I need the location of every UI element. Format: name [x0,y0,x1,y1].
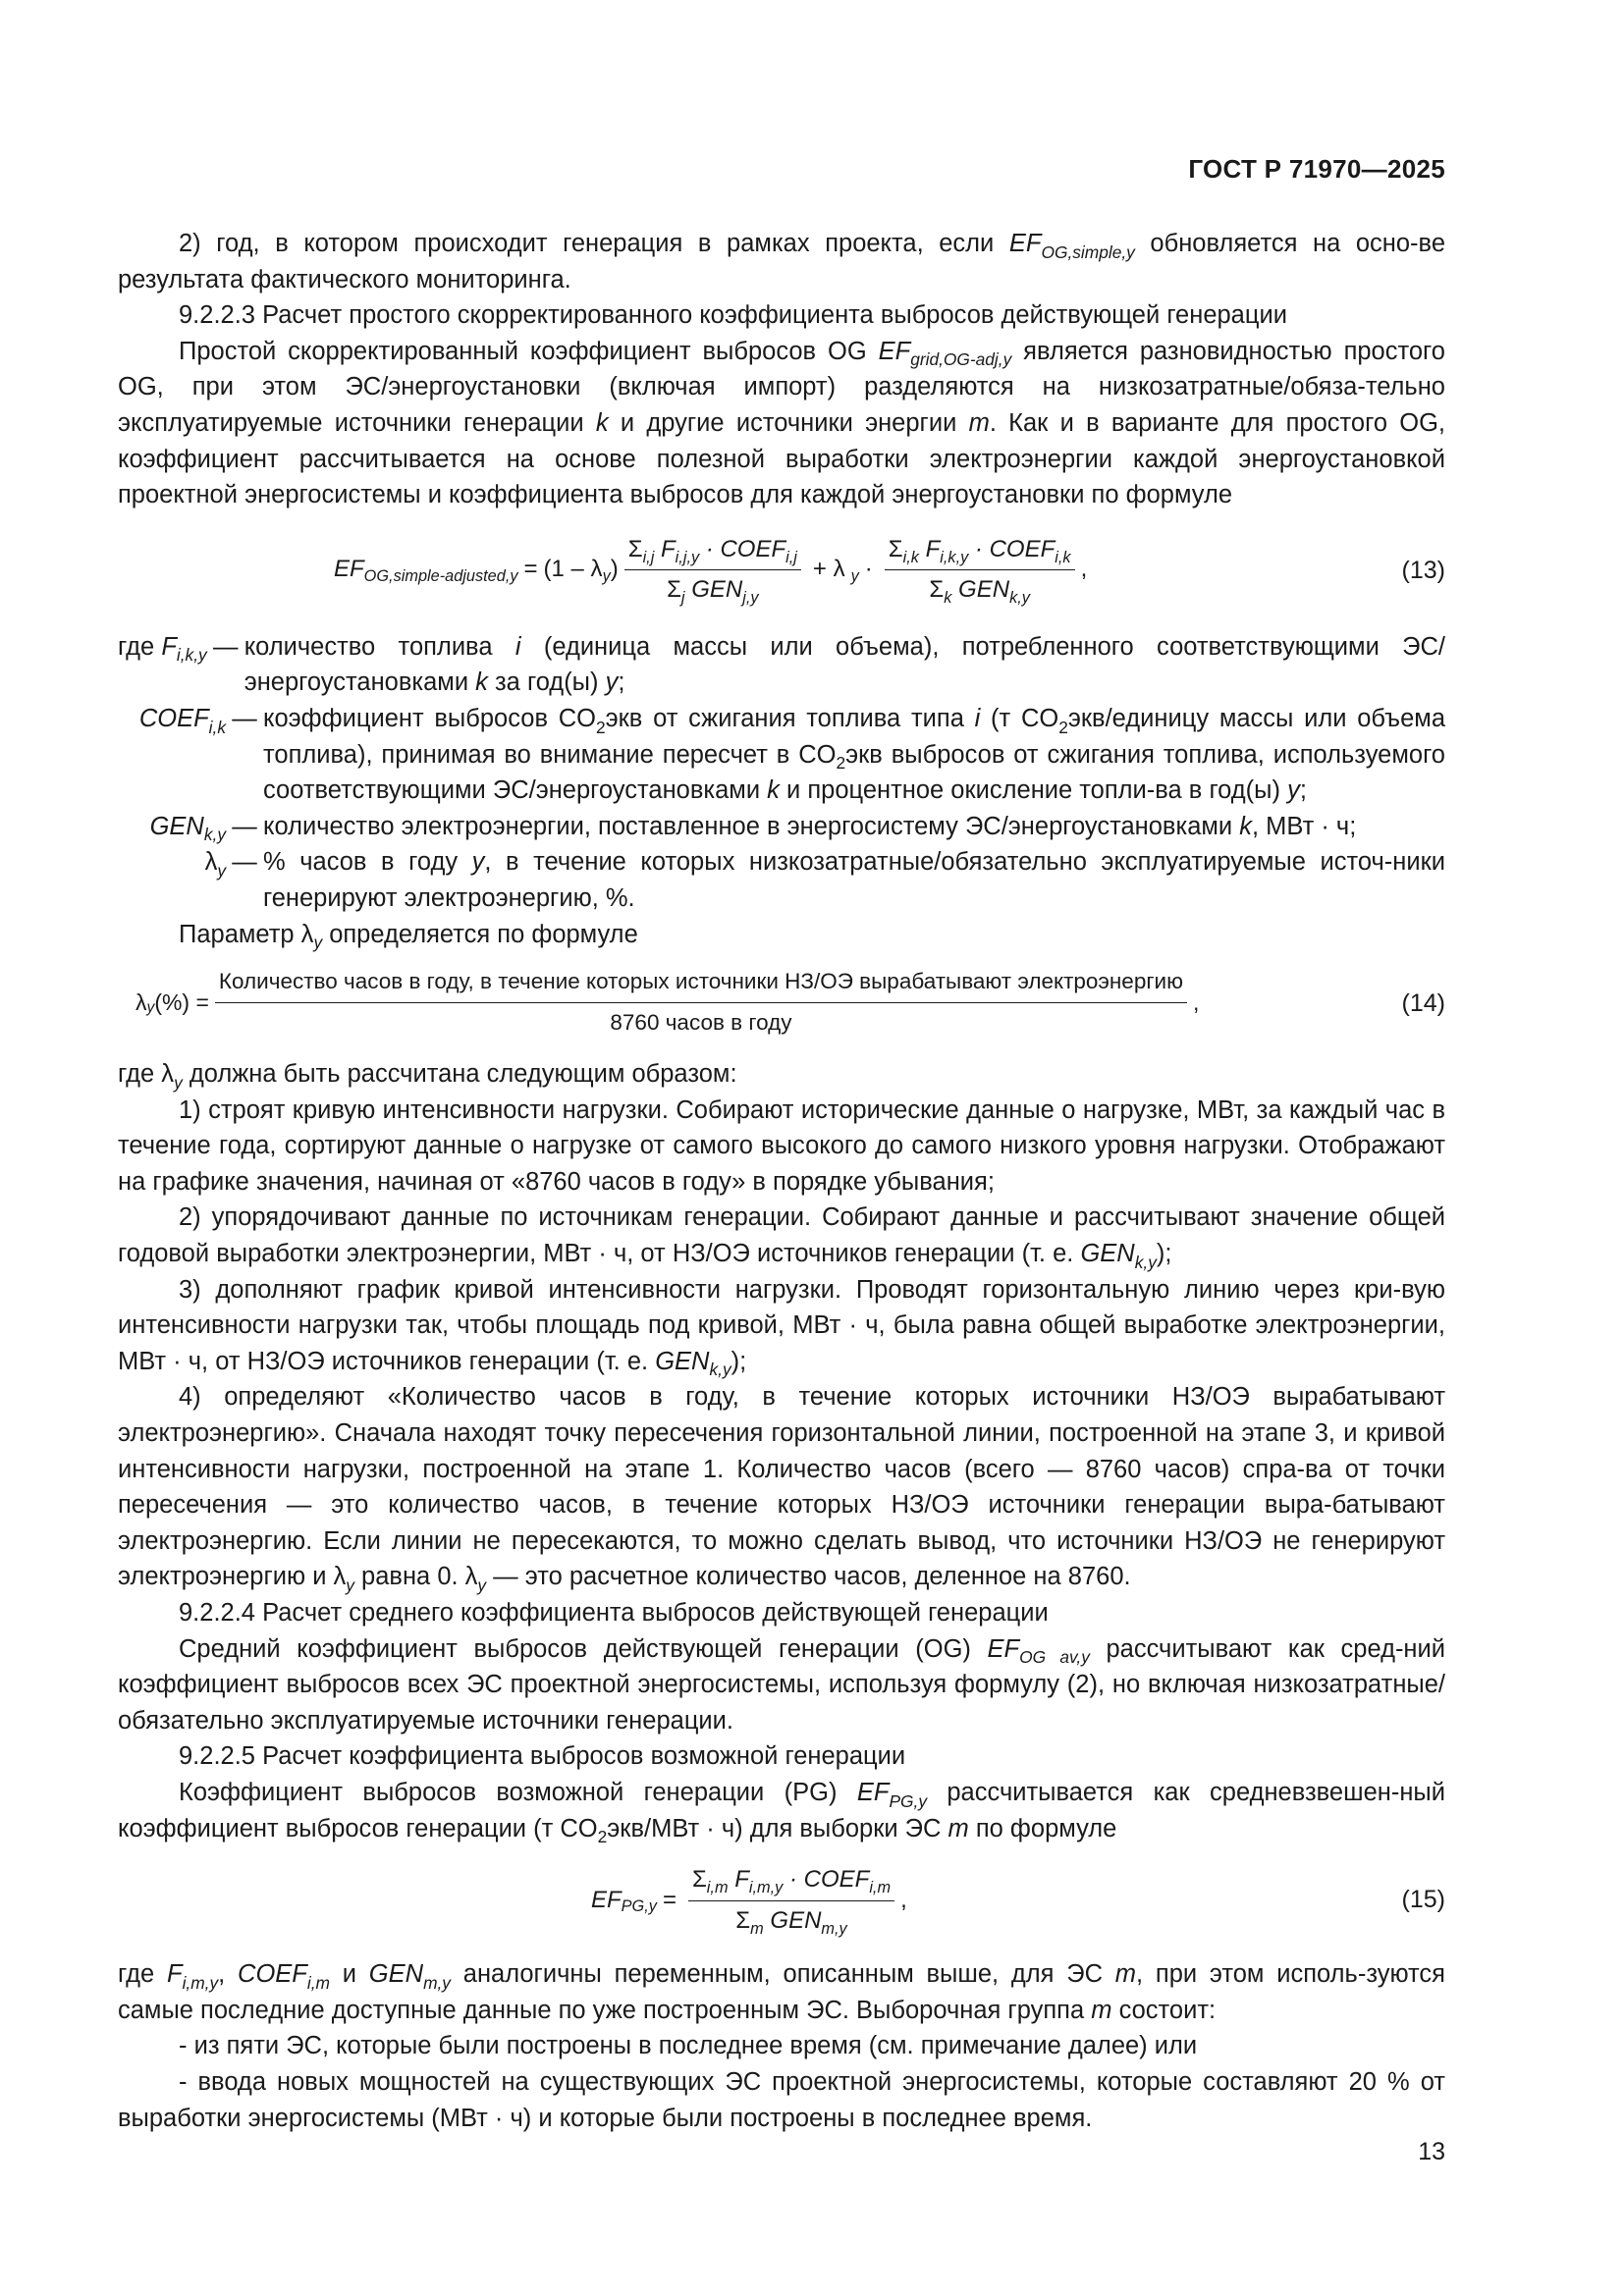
formula-14 [118,968,1445,1037]
formula-13-fraction-1: $\frac{\Sigma_{i,j} F_{i,j,y} \cdot COEF_{i,j}}{\Sigma_j GEN_{j,y}}$ [624,532,801,609]
paragraph-simple-adjusted: Простой скорректированный коэффициент выбросов OG $EF_{grid,OG-adj,y}$ является разновидностью простого OG, при этом ЭС/энергоустановки (включая импорт) разделяются на низкозатратные/обяза-тельно эксплуатируемые источники генерации k и другие источники энергии m. Как и в варианте для простого OG, коэффициент рассчитывается на основе полезной выработки электроэнергии каждой энергоустановкой проектной энергосистемы и коэффициента выбросов для каждой энергоустановки по формуле [118,337,1446,509]
section-9-2-2-5-heading: 9.2.2.5 Расчет коэффициента выбросов возможной генерации [179,1742,906,1771]
formula-13-definitions [118,629,1445,917]
paragraph-possible-generation: Коэффициент выбросов возможной генерации (PG) $EF_{PG,y}$ рассчитывается как средневзвешен-ный коэффициент выбросов генерации (т $CO_2экв$/МВт · ч) для выборки ЭС m по формуле [118,1778,1445,1847]
formula-15 [118,1858,1445,1943]
formula-13-number: (13) [1401,556,1445,584]
section-9-2-2-3-heading: 9.2.2.3 Расчет простого скорректированного коэффициента выбросов действующей генерации [179,301,1287,330]
formula-15-fraction: $\frac{\Sigma_{i,m} F_{i,m,y} \cdot COEF_{i,m}}{\Sigma_m GEN_{m,y}}$ [688,1862,894,1939]
page-content [118,226,1445,2136]
formula-13 [118,525,1445,615]
formula-14-body: λ $_y$ (%) = Количество часов в году, в течение которых источники НЗ/ОЭ вырабатывают электроэнергию 8760 часов в году , [135,968,1199,1037]
formula-13-fraction-2: $\frac{\Sigma_{i,k} F_{i,k,y} \cdot COEF_{i,k}}{\Sigma_k GEN_{k,y}}$ [885,532,1075,609]
page-number: 13 [1418,2138,1445,2165]
paragraph-lambda-parameter: Параметр $\lambda_y$ определяется по формуле [179,920,638,953]
list-item-1: - из пяти ЭС, которые были построены в последнее время (см. примечание далее) или [179,2032,1198,2060]
paragraph-average-og: Средний коэффициент выбросов действующей генерации (OG) $EF_{OG av,y}$ рассчитывают как сред-ний коэффициент выбросов всех ЭС проектной энергосистемы, используя формулу (2), но включая низкозатратные/обязательно эксплуатируемые источники генерации. [118,1634,1446,1735]
formula-13-body: EF $_{OG,simple-adjusted,y}$ = (1 – λ $_y$ ) $\frac{\Sigma_{i,j} F_{i,j,y} \cdot COEF_{i,j}}{\Sigma_j GEN_{j,y}}$ + λ $_y$ · $\frac{\Sigma_{i,k} F_{i,k,y} \cdot COEF_{i,k}}{\Sigma_k GEN_{k,y}}$ , [334,525,1087,615]
definition-coef-ik: $COEF_{i,k}$ — коэффициент выбросов $CO_2экв$ от сжигания топлива типа i (т $CO_2экв$/единицу массы или объема топлива), принимая во внимание пересчет в $CO_2экв$ выбросов от сжигания топлива, используемого соответствующими ЭС/энергоустановками k и процентное окисление топли-ва в год(ы) y; [138,704,1445,805]
definition-lambda-y: $\lambda_y$ — % часов в году y, в течение которых низкозатратные/обязательно эксплуатируемые источ-ники генерируют электроэнергию, %. [204,848,1445,912]
paragraph-year-item: 2) год, в котором происходит генерация в рамках проекта, если $EF_{OG,simple,y}$ обновляется на осно-ве результата фактического мониторинга. [118,230,1445,294]
step-4: 4) определяют «Количество часов в году, в течение которых источники НЗ/ОЭ вырабатывают электроэнергию». Сначала находят точку пересечения горизонтальной линии, построенной на этапе 3, и кривой интенсивности нагрузки, построенной на этапе 1. Количество часов (всего — 8760 часов) спра-ва от точки пересечения — это количество часов, в течение которых НЗ/ОЭ источники генерации выра-батывают электроэнергию. Если линии не пересекаются, то можно сделать вывод, что источники НЗ/ОЭ не генерируют электроэнергию и $\lambda_y$ равна 0. $\lambda_y$ — это расчетное количество часов, деленное на 8760. [118,1383,1445,1595]
standard-number: ГОСТ Р 71970—2025 [1188,154,1445,184]
step-1: 1) строят кривую интенсивности нагрузки. Собирают исторические данные о нагрузке, МВт, за каждый час в течение года, сортируют данные о нагрузке от самого высокого до самого низкого уровня нагрузки. Отображают на графике значения, начиная от «8760 часов в году» в порядке убывания; [118,1095,1445,1196]
formula-14-number: (14) [1401,989,1445,1018]
paragraph-lambda-calc-intro: где $\lambda_y$ должна быть рассчитана следующим образом: [118,1060,737,1093]
paragraph-formula-15-vars: где $F_{i,m,y}$, $COEF_{i,m}$ и $GEN_{m,y}$ аналогичны переменным, описанным выше, для ЭС m, при этом исполь-зуются самые последние доступные данные по уже построенным ЭС. Выборочная группа m состоит: [118,1960,1445,2024]
formula-15-number: (15) [1401,1886,1445,1914]
formula-14-fraction: Количество часов в году, в течение которых источники НЗ/ОЭ вырабатывают электроэнергию 8760 часов в году [215,964,1187,1041]
definition-f-ik: где $F_{i,k,y}$ — количество топлива i (единица массы или объема), потребленного соответствующими ЭС/энергоустановками k за год(ы) y; [118,632,1445,697]
step-2: 2) упорядочивают данные по источникам генерации. Собирают данные и рассчитывают значение общей годовой выработки электроэнергии, МВт · ч, от НЗ/ОЭ источников генерации (т. е. $GEN_{k,y}$); [118,1203,1445,1272]
step-3: 3) дополняют график кривой интенсивности нагрузки. Проводят горизонтальную линию через кри-вую интенсивности нагрузки так, чтобы площадь под кривой, МВт · ч, была равна общей выработке электроэнергии, МВт · ч, от НЗ/ОЭ источников генерации (т. е. $GEN_{k,y}$); [118,1275,1445,1380]
section-9-2-2-4-heading: 9.2.2.4 Расчет среднего коэффициента выбросов действующей генерации [179,1599,1049,1627]
formula-15-body: EF $_{PG,y}$ = $\frac{\Sigma_{i,m} F_{i,m,y} \cdot COEF_{i,m}}{\Sigma_m GEN_{m,y}}$ , [591,1858,907,1943]
definition-gen-ky: $GEN_{k,y}$ — количество электроэнергии, поставленное в энергосистему ЭС/энергоустановками k, МВт · ч; [149,812,1357,845]
list-item-2: - ввода новых мощностей на существующих ЭС проектной энергосистемы, которые составляют 20 % от выработки энергосистемы (МВт · ч) и которые были построены в последнее время. [118,2067,1445,2132]
